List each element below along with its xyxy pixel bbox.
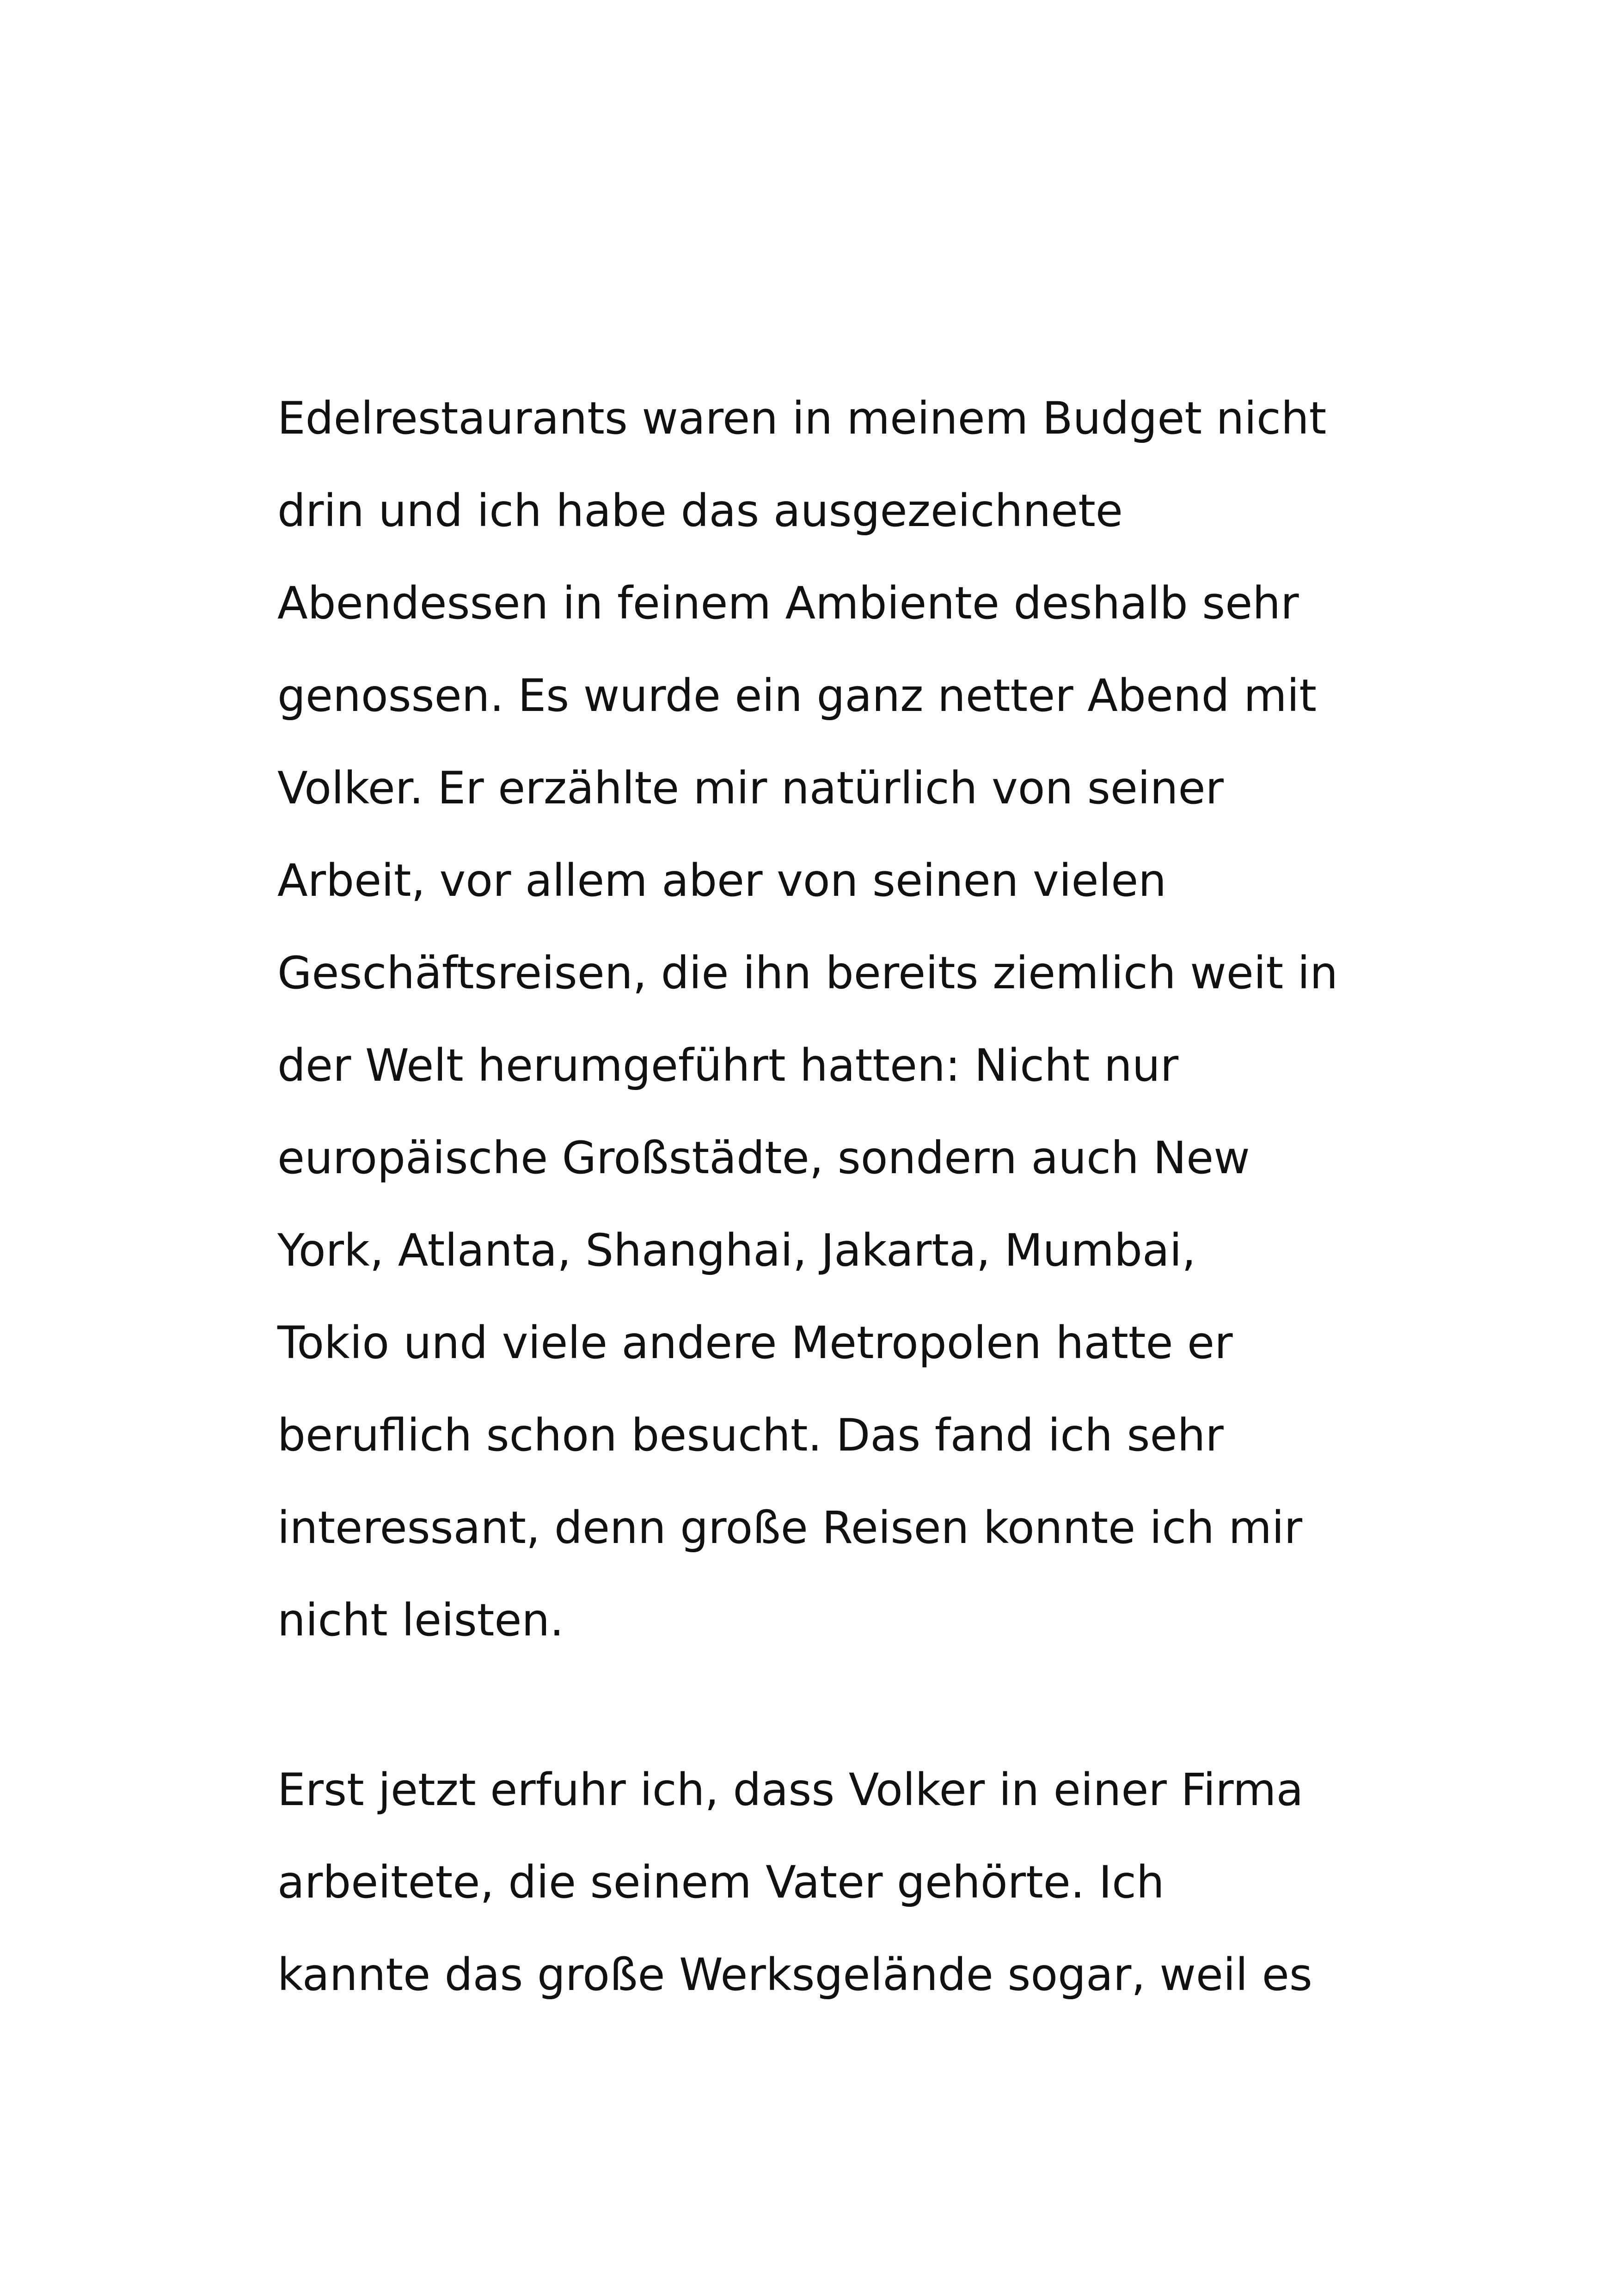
text-line: nicht leisten.	[277, 1594, 564, 1646]
text-line: Volker. Er erzählte mir natürlich von seiner	[277, 762, 1224, 814]
text-line: kannte das große Werksgelände sogar, weil es	[277, 1949, 1312, 2001]
text-line: Abendessen in feinem Ambiente deshalb sehr	[277, 577, 1299, 629]
text-line: beruflich schon besucht. Das fand ich sehr	[277, 1409, 1224, 1461]
text-line: europäische Großstädte, sondern auch New	[277, 1132, 1250, 1184]
text-line: Edelrestaurants waren in meinem Budget nicht	[277, 392, 1327, 444]
text-line: Tokio und viele andere Metropolen hatte er	[277, 1317, 1233, 1369]
text-line: Geschäftsreisen, die ihn bereits ziemlich weit in	[277, 947, 1338, 999]
text-line: interessant, denn große Reisen konnte ich mir	[277, 1502, 1303, 1554]
paragraph-1	[277, 372, 1387, 1666]
text-line: Erst jetzt erfuhr ich, dass Volker in einer Firma	[277, 1764, 1304, 1816]
text-line: drin und ich habe das ausgezeichnete	[277, 485, 1123, 537]
text-line: Arbeit, vor allem aber von seinen vielen	[277, 855, 1167, 906]
text-line: genossen. Es wurde ein ganz netter Abend mit	[277, 670, 1317, 722]
text-line: York, Atlanta, Shanghai, Jakarta, Mumbai,	[277, 1225, 1196, 1276]
text-line: der Welt herumgeführt hatten: Nicht nur	[277, 1040, 1179, 1091]
paragraph-2	[277, 1744, 1387, 2021]
text-line: arbeitete, die seinem Vater gehörte. Ich	[277, 1856, 1164, 1908]
